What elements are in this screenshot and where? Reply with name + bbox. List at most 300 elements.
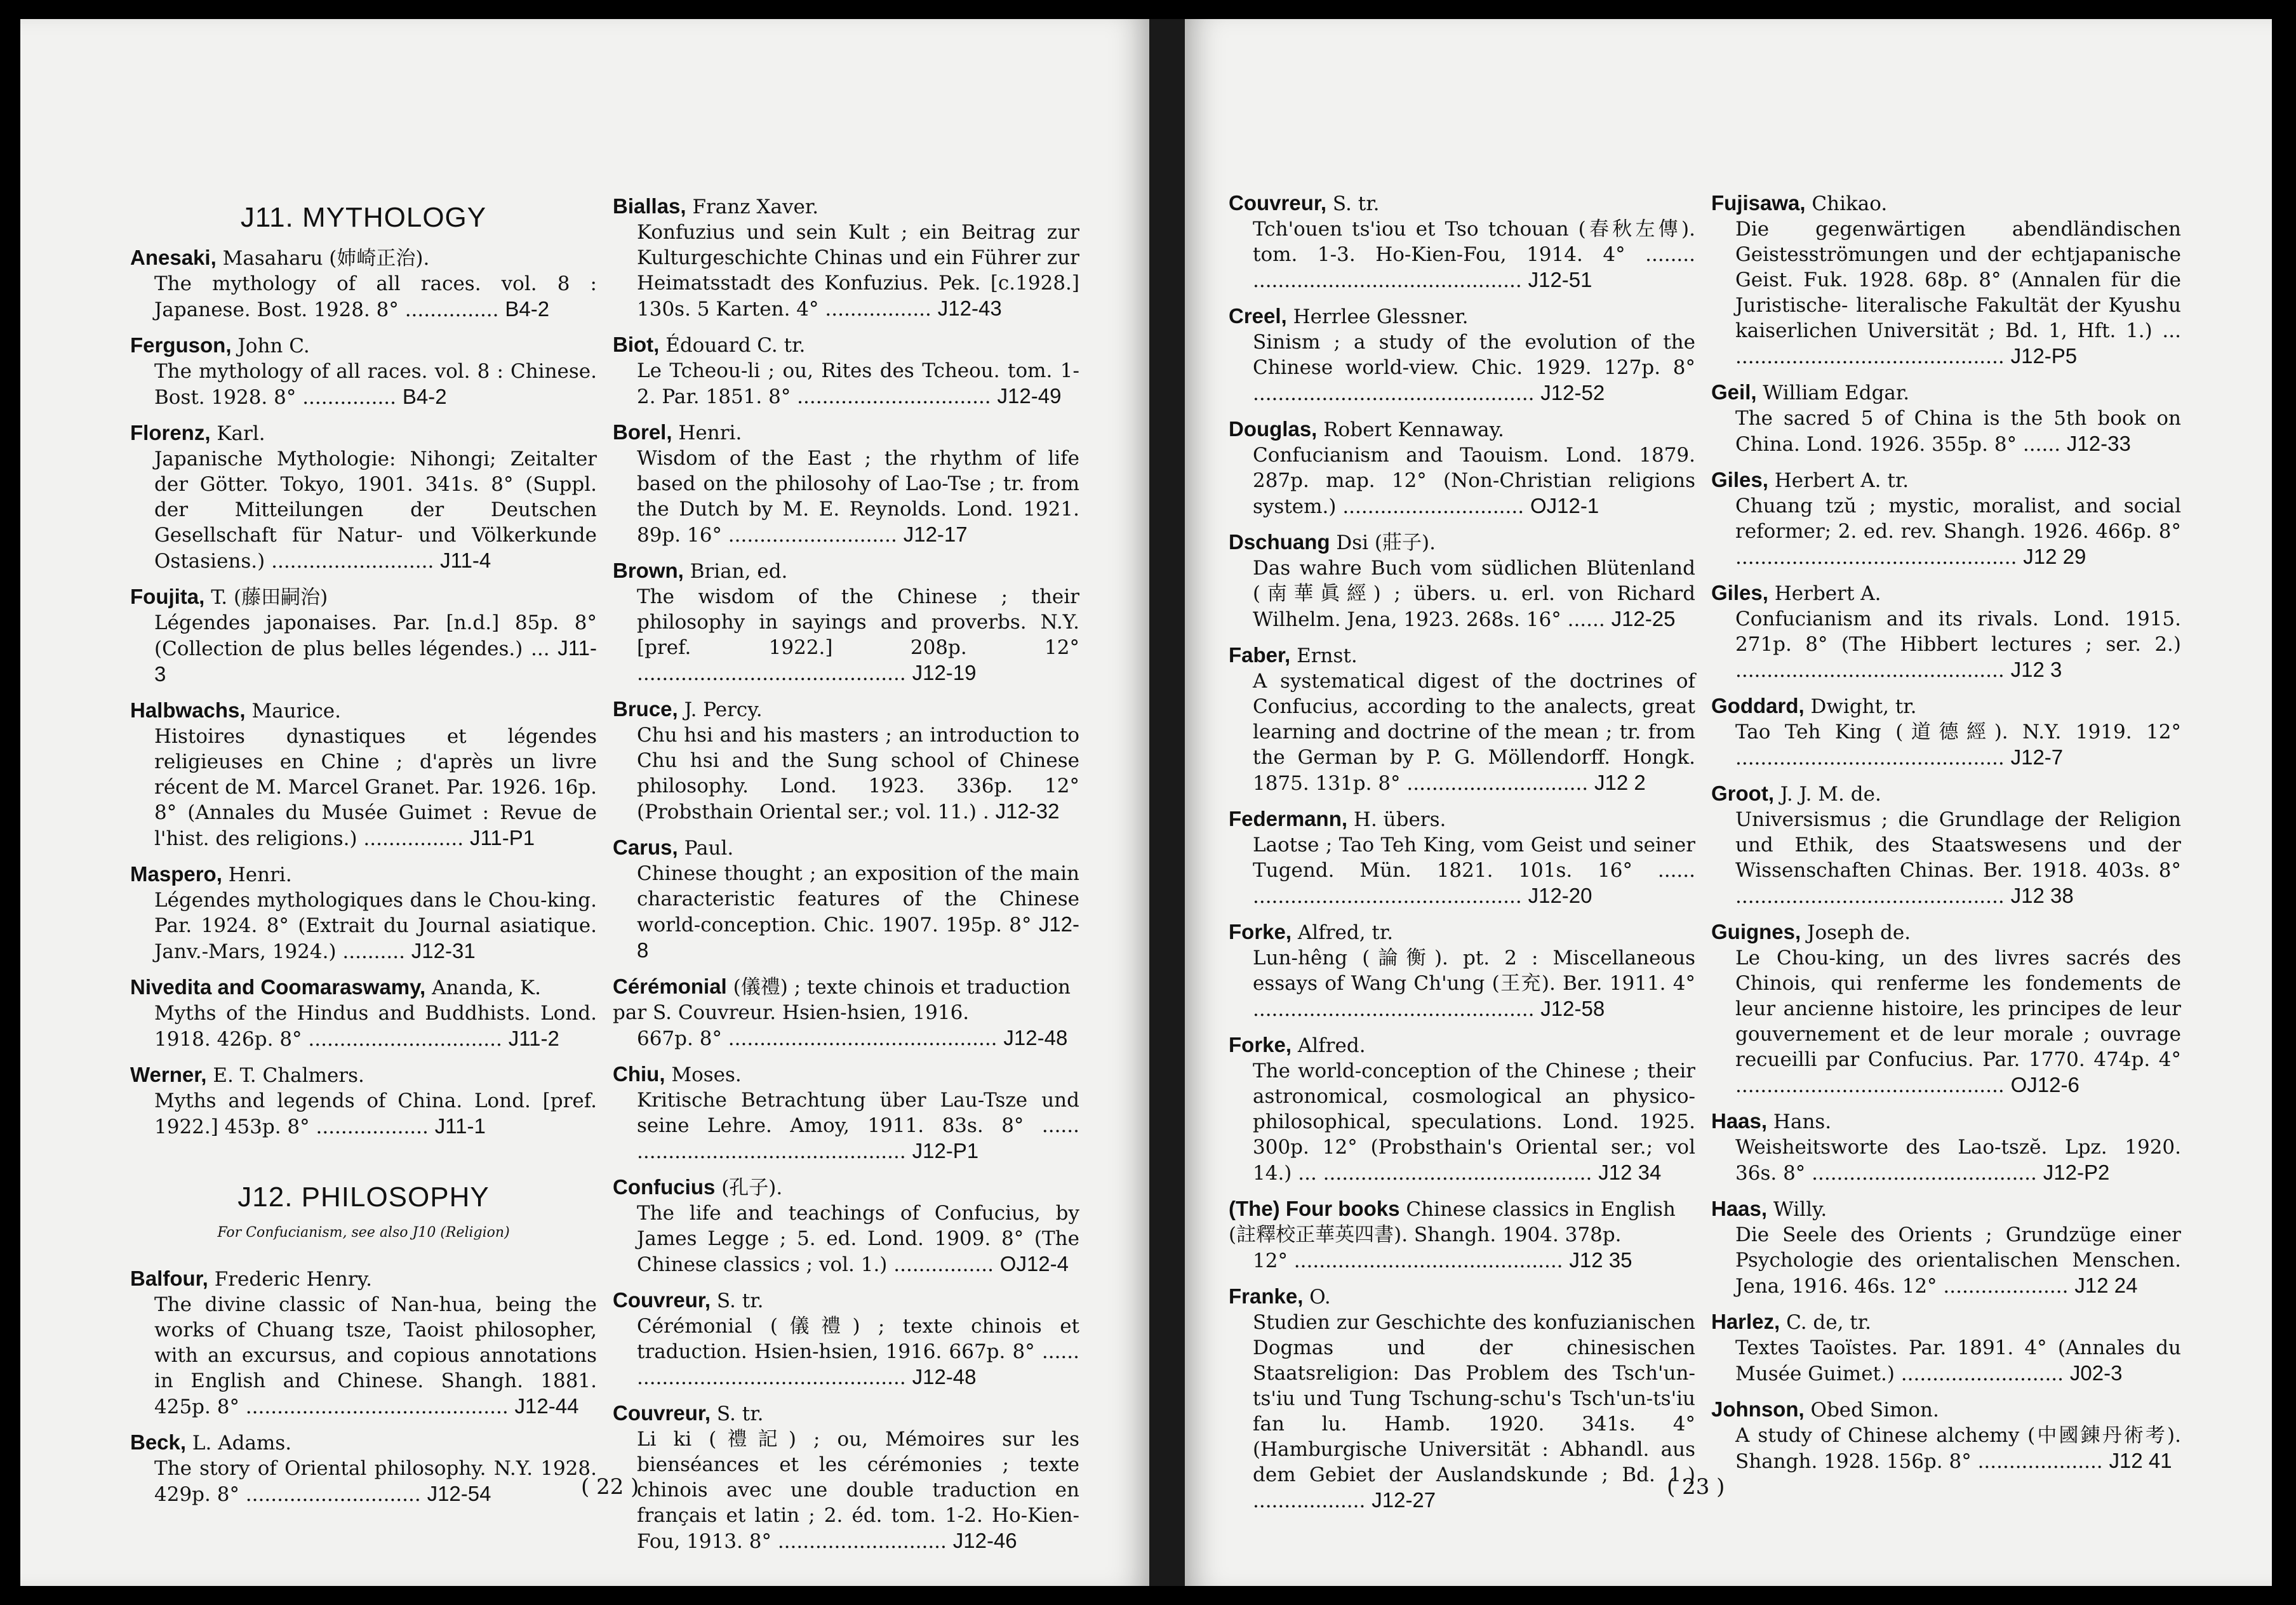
entry-author-given: Chikao. [1812, 192, 1888, 215]
entry-author: Couvreur, [613, 1401, 711, 1425]
entry-description [1229, 330, 1695, 406]
entry-author-given: Dwight, tr. [1810, 695, 1917, 718]
entry-text: Die Seele des Orients ; Grundzüge einer Psychologie des orientalischen Menschen. Jena, 1916. 46s. 12° .................... [1735, 1223, 2181, 1298]
entry-author: Anesaki, [130, 246, 217, 269]
catalog-entry [1229, 1196, 1695, 1274]
entry-description [130, 446, 597, 574]
entry-author: Maspero, [130, 862, 222, 886]
entry-heading [613, 332, 1079, 358]
entry-heading [1711, 781, 2181, 807]
entry-heading [1229, 1196, 1695, 1248]
entry-heading [613, 194, 1079, 220]
entry-description [1229, 832, 1695, 909]
entry-author-given: Hans. [1773, 1110, 1832, 1133]
catalog-entry [613, 835, 1079, 964]
entry-text: Le Tcheou-li ; ou, Rites des Tcheou. tom. 1-2. Par. 1851. 8° ............................... [637, 359, 1079, 408]
call-number: J12 38 [2010, 884, 2074, 907]
entry-author: Forke, [1229, 1033, 1292, 1056]
entry-text: Wisdom of the East ; the rhythm of life based on the philosohy of Lao-Tse ; tr. from the Dutch by M. E. Reynolds. Lond. 1921. 89p. 16° ........................... [637, 447, 1079, 547]
entry-author: Foujita, [130, 585, 205, 608]
catalog-entry [1711, 190, 2181, 370]
entry-text: Confucianism and Taouism. Lond. 1879. 287p. map. 12° (Non-Christian religions system.) ............................. [1253, 444, 1695, 518]
entry-author-given: L. Adams. [192, 1432, 292, 1455]
entry-text: Histoires dynastiques et légendes religieuses en Chine ; d'après un livre récent de M. Marcel Granet. Par. 1926. 16p. 8° (Annales du Musée Guimet : Revue de l'hist. des religions.) ................ [154, 725, 597, 850]
entry-heading [130, 333, 597, 359]
entry-heading [130, 1430, 597, 1456]
entry-author: Bruce, [613, 697, 678, 721]
entry-author: Dschuang [1229, 530, 1330, 554]
call-number: J12 2 [1594, 771, 1646, 794]
call-number: J12-31 [411, 939, 476, 962]
entry-text: Tao Teh King (道德經). N.Y. 1919. 12° ........................................... [1735, 721, 2181, 769]
entry-text: The sacred 5 of China is the 5th book on China. Lond. 1926. 355p. 8° ...... [1735, 407, 2181, 456]
call-number: J12 41 [2109, 1449, 2172, 1472]
entry-author: Giles, [1711, 581, 1768, 604]
catalog-entry [130, 245, 597, 323]
catalog-entry [1711, 1397, 2181, 1474]
catalog-entry [613, 1175, 1079, 1277]
entry-author-given: Obed Simon. [1810, 1399, 1939, 1422]
entry-author-given: Karl. [217, 422, 265, 445]
catalog-entry [1229, 919, 1695, 1022]
catalog-entry [1229, 190, 1695, 293]
catalog-entry [130, 1430, 597, 1507]
catalog-entry [1711, 919, 2181, 1098]
entry-description [1229, 1058, 1695, 1186]
entry-heading [1229, 303, 1695, 330]
call-number: J12 35 [1569, 1248, 1632, 1272]
entry-author-given: Alfred. [1297, 1034, 1366, 1057]
entry-heading [1229, 1284, 1695, 1310]
entry-description [130, 610, 597, 688]
entry-description [130, 271, 597, 323]
right-column-2 [1711, 190, 2181, 1484]
entry-author-given: Moses. [671, 1063, 742, 1086]
entry-text: Le Chou-king, un des livres sacrés des Chinois, qui renferme les fondements de leur ancienne histoire, les principes de leur gouvernement et de leur morale ; ouvrage recueilli par Confucius. Par. 1770. 474p. 4° ........................................... [1735, 947, 2181, 1097]
entry-description [1711, 945, 2181, 1098]
entry-text: Weisheitsworte des Lao-tszĕ. Lpz. 1920. 36s. 8° .................................... [1735, 1136, 2181, 1185]
scan-border [2272, 19, 2296, 1586]
entry-author-given: Chinese classics in English (註釋校正華英四書). Shangh. 1904. 378p. [1229, 1198, 1676, 1246]
entry-description [1229, 216, 1695, 293]
call-number: J12-54 [427, 1482, 491, 1505]
call-number: B4-2 [505, 297, 550, 321]
entry-description [1711, 606, 2181, 683]
entry-description [130, 888, 597, 964]
entry-author: Franke, [1229, 1284, 1304, 1308]
entry-text: Chuang tzŭ ; mystic, moralist, and social reformer; 2. ed. rev. Shangh. 1926. 466p. 8° ............................................. [1735, 495, 2181, 569]
entry-description [1229, 1310, 1695, 1514]
entry-author-given: E. T. Chalmers. [213, 1064, 364, 1087]
entry-text: 667p. 8° ........................................... [637, 1027, 998, 1050]
entry-heading [130, 698, 597, 724]
entry-author-given: Maurice. [251, 700, 341, 723]
entry-author: Cérémonial [613, 975, 727, 998]
catalog-entry [1711, 467, 2181, 570]
entry-description [613, 358, 1079, 410]
entry-text: Sinism ; a study of the evolution of the Chinese world-view. Chic. 1929. 127p. 8° ............................................. [1253, 331, 1695, 405]
entry-author-given: S. tr. [716, 1402, 764, 1425]
entry-author-given: Henri. [678, 422, 742, 444]
entry-text: Konfuzius und sein Kult ; ein Beitrag zur Kulturgeschichte Chinas und ein Führer zur Heimatsstadt des Konfuzius. Pek. [c.1928.] 130s. 5 Karten. 4° ................. [637, 221, 1079, 321]
catalog-entry [613, 558, 1079, 686]
call-number: J12 34 [1598, 1161, 1662, 1184]
entry-author-given: J. J. M. de. [1780, 783, 1881, 806]
entry-description [613, 1025, 1079, 1051]
entry-text: The divine classic of Nan-hua, being the works of Chuang tsze, Taoist philosopher, with an excursus, and copious annotations in English and Chinese. Shangh. 1881. 425p. 8° .......................................... [154, 1293, 597, 1418]
entry-author-given: C. de, tr. [1786, 1311, 1872, 1334]
entry-heading [1229, 919, 1695, 945]
entry-heading [130, 862, 597, 888]
catalog-entry [1711, 380, 2181, 457]
catalog-entry [613, 1062, 1079, 1164]
entry-text: Li ki (禮記) ; ou, Mémoires sur les bienséances et les cérémonies ; texte chinois avec une double traduction en français et latin ; 2. éd. tom. 1-2. Ho-Kien-Fou, 1913. 8° ........................... [637, 1428, 1079, 1553]
call-number: B4-2 [402, 385, 447, 408]
entry-author-given: J. Percy. [684, 698, 763, 721]
call-number: OJ12-6 [2010, 1073, 2079, 1096]
entry-author-given: Henri. [228, 863, 292, 886]
catalog-entry [613, 194, 1079, 322]
entry-author-given: John C. [237, 335, 310, 357]
entry-text: 12° ........................................... [1253, 1249, 1563, 1272]
entry-author: Couvreur, [613, 1288, 711, 1312]
catalog-entry [1229, 643, 1695, 796]
entry-text: The mythology of all races. vol. 8 : Japanese. Bost. 1928. 8° ............... [154, 272, 597, 321]
entry-text: The mythology of all races. vol. 8 : Chinese. Bost. 1928. 8° ............... [154, 360, 597, 409]
catalog-entry [130, 333, 597, 410]
entry-author: Halbwachs, [130, 698, 246, 722]
call-number: J12-20 [1528, 884, 1592, 907]
entry-author: Nivedita and Coomaraswamy, [130, 975, 426, 999]
entry-description [1229, 556, 1695, 632]
entry-author: Carus, [613, 836, 678, 859]
entry-heading [1229, 529, 1695, 556]
catalog-entry [130, 975, 597, 1052]
entry-author: Biallas, [613, 194, 686, 218]
section-title-mythology: J11. MYTHOLOGY [240, 202, 487, 233]
entry-author: Groot, [1711, 782, 1774, 805]
entry-author: Faber, [1229, 643, 1291, 667]
entry-author-given: Robert Kennaway. [1323, 418, 1504, 441]
section-title-philosophy: J12. PHILOSOPHY [237, 1182, 490, 1213]
call-number: J12-7 [2010, 745, 2064, 769]
entry-description [613, 1314, 1079, 1390]
entry-heading [1711, 1196, 2181, 1222]
call-number: J12 3 [2010, 658, 2062, 681]
catalog-entry [130, 1266, 597, 1420]
right-col2-entries [1711, 190, 2181, 1474]
entry-heading [1711, 693, 2181, 719]
entry-author: Guignes, [1711, 920, 1801, 943]
catalog-entry [613, 332, 1079, 410]
catalog-entry [1229, 303, 1695, 406]
entry-author: Balfour, [130, 1267, 208, 1290]
call-number: J12-46 [952, 1529, 1017, 1552]
entry-text: The world-conception of the Chinese ; their astronomical, cosmological an physico-philosophical, speculations. Lond. 1925. 300p. 12° (Probsthain's Oriental ser.; vol 14.) ... ........................................... [1253, 1060, 1695, 1185]
entry-description [613, 723, 1079, 825]
entry-description [1711, 1222, 2181, 1299]
entry-description [130, 1088, 597, 1140]
entry-author: Forke, [1229, 920, 1292, 943]
entry-text: Kritische Betrachtung über Lau-Tsze und seine Lehre. Amoy, 1911. 83s. 8° ...... ........................................... [637, 1089, 1079, 1163]
catalog-entry [613, 420, 1079, 548]
call-number: J12-P5 [2010, 344, 2078, 368]
entry-heading [130, 245, 597, 271]
entry-text: Die gegenwärtigen abendländischen Geistesströmungen und der echtjapanische Geist. Fuk. 1928. 68p. 8° (Annalen für die Juristische- literalische Fakultät der Kyushu kaiserlichen Universität ; Bd. 1, Hft. 1.) ... ........................................... [1735, 218, 2181, 368]
entry-heading [1711, 380, 2181, 406]
entry-description [1229, 443, 1695, 519]
call-number: J12-25 [1611, 607, 1676, 630]
entry-heading [130, 975, 597, 1001]
entry-heading [1711, 1309, 2181, 1335]
catalog-entry [130, 862, 597, 964]
entry-author-given: Ernst. [1297, 644, 1358, 667]
entry-text: Confucianism and its rivals. Lond. 1915. 271p. 8° (The Hibbert lectures ; ser. 2.) ........................................... [1735, 608, 2181, 682]
call-number: J12-51 [1528, 268, 1592, 291]
entry-author: Confucius [613, 1175, 716, 1199]
entry-heading [130, 584, 597, 610]
entry-description [1711, 1335, 2181, 1387]
entry-author: Federmann, [1229, 807, 1348, 830]
entry-author-given: Herbert A. [1774, 582, 1881, 605]
catalog-entry [130, 420, 597, 574]
entry-description [130, 359, 597, 410]
entry-author-given: Brian, ed. [690, 560, 788, 583]
entry-description [1711, 1135, 2181, 1186]
catalog-entry [1229, 1032, 1695, 1186]
entry-author-given: O. [1309, 1286, 1331, 1309]
entry-text: Chinese thought ; an exposition of the main characteristic features of the Chinese world-conception. Chic. 1907. 195p. 8° [637, 862, 1079, 936]
catalog-entry [1711, 781, 2181, 909]
entry-heading [1229, 643, 1695, 669]
entry-text: Légendes mythologiques dans le Chou-king. Par. 1924. 8° (Extrait du Journal asiatique. Janv.-Mars, 1924.) .......... [154, 889, 597, 963]
call-number: J12-48 [912, 1365, 977, 1389]
entry-author: Fujisawa, [1711, 191, 1806, 215]
page-number-left: ( 22 ) [581, 1474, 639, 1500]
entry-heading [1711, 919, 2181, 945]
entry-description [613, 220, 1079, 322]
entry-heading [1711, 1109, 2181, 1135]
catalog-entry [1229, 529, 1695, 632]
call-number: J12-19 [912, 661, 977, 684]
entry-heading [1711, 190, 2181, 216]
call-number: J12 24 [2074, 1274, 2138, 1297]
catalog-entry [1229, 416, 1695, 519]
entry-text: Das wahre Buch vom südlichen Blütenland (南華眞經) ; übers. u. erl. von Richard Wilhelm. Jena, 1923. 268s. 16° ...... [1253, 557, 1695, 631]
left-column-2 [613, 194, 1079, 1564]
call-number: J12-32 [995, 799, 1060, 823]
entry-heading [130, 1062, 597, 1088]
entry-description [1229, 1248, 1695, 1274]
entry-author: Haas, [1711, 1109, 1768, 1133]
entry-text: Myths of the Hindus and Buddhists. Lond. 1918. 426p. 8° ............................... [154, 1002, 597, 1051]
entry-author-given: Herrlee Glessner. [1293, 305, 1469, 328]
entry-description [1229, 945, 1695, 1022]
entry-author-given: S. tr. [716, 1289, 764, 1312]
book-gutter [1149, 19, 1185, 1586]
right-column-1 [1229, 190, 1695, 1524]
entry-author-given: T. (藤田嗣治) [211, 586, 328, 609]
entry-description [130, 724, 597, 851]
catalog-entry [613, 696, 1079, 825]
entry-description [613, 446, 1079, 548]
call-number: J12-52 [1540, 381, 1605, 404]
entry-author: Geil, [1711, 380, 1757, 404]
catalog-entry [130, 584, 597, 688]
entry-description [130, 1001, 597, 1052]
catalog-entry [613, 974, 1079, 1051]
entry-text: The wisdom of the Chinese ; their philosophy in sayings and proverbs. N.Y. [pref. 1922.] 208p. 12° ........................................... [637, 585, 1079, 685]
call-number: J12-8 [637, 912, 1080, 962]
entry-text: Légendes japonaises. Par. [n.d.] 85p. 8° (Collection de plus belles légendes.) ... [154, 611, 597, 660]
entry-author: (The) Four books [1229, 1197, 1400, 1220]
entry-heading [613, 1401, 1079, 1427]
entry-author: Beck, [130, 1430, 187, 1454]
entry-author: Chiu, [613, 1062, 665, 1086]
entry-author: Harlez, [1711, 1310, 1780, 1333]
entry-author-given: S. tr. [1332, 192, 1380, 215]
entry-heading [613, 974, 1079, 1025]
catalog-entry [1711, 580, 2181, 683]
entry-author: Florenz, [130, 421, 211, 444]
entry-author: Ferguson, [130, 333, 232, 357]
page-number-right: ( 23 ) [1667, 1474, 1725, 1500]
entry-heading [1229, 806, 1695, 832]
entry-description [613, 1201, 1079, 1277]
entry-description [613, 1088, 1079, 1164]
entry-author: Creel, [1229, 304, 1287, 328]
catalog-entry [130, 1062, 597, 1140]
entry-author-given: Alfred, tr. [1297, 921, 1394, 944]
entry-author-given: (孔子). [721, 1176, 783, 1199]
entry-heading [613, 835, 1079, 861]
call-number: J12-44 [514, 1394, 579, 1418]
right-col1-entries [1229, 190, 1695, 1514]
philosophy-entries [130, 1266, 597, 1507]
catalog-entry [1711, 1109, 2181, 1186]
entry-text: Myths and legends of China. Lond. [pref. 1922.] 453p. 8° .................. [154, 1089, 597, 1138]
entry-text: Lun-hêng (論衡). pt. 2 : Miscellaneous essays of Wang Ch'ung (王充). Ber. 1911. 4° ............................................. [1253, 947, 1695, 1021]
call-number: OJ12-4 [999, 1252, 1069, 1275]
entry-text: Studien zur Geschichte des konfuzianischen Dogmas und der chinesischen Staatsreligion: Das Problem des Tsch'un-ts'iu und Tung Tschung-schu's Tsch'un-ts'iu fan lu. Hamb. 1920. 341s. 4° (Hamburgische Universität : Abhandl. aus dem Gebiet der Auslandskunde ; Bd. 1.) .................. [1253, 1311, 1695, 1512]
entry-heading [1229, 1032, 1695, 1058]
entry-author: Johnson, [1711, 1397, 1805, 1421]
entry-text: Universismus ; die Grundlage der Religion und Ethik, des Staatswesens und der Wissenschaften Chinas. Ber. 1918. 403s. 8° ........................................... [1735, 808, 2181, 908]
call-number: J12-49 [997, 384, 1062, 408]
entry-description [1229, 669, 1695, 796]
entry-author-given: Franz Xaver. [692, 196, 819, 218]
mythology-entries [130, 245, 597, 1140]
entry-description [613, 861, 1079, 964]
entry-author-given: Herbert A. tr. [1774, 469, 1909, 492]
entry-description [613, 1427, 1079, 1554]
catalog-entry [613, 1288, 1079, 1390]
entry-description [1711, 807, 2181, 909]
entry-author: Brown, [613, 559, 684, 582]
entry-text: Textes Taoïstes. Par. 1891. 4° (Annales du Musée Guimet.) .......................... [1735, 1336, 2181, 1385]
entry-author: Borel, [613, 420, 672, 444]
call-number: J12-33 [2066, 432, 2131, 455]
entry-heading [1711, 467, 2181, 493]
entry-author-given: (儀禮) ; texte chinois et traduction par S. Couvreur. Hsien-hsien, 1916. [613, 976, 1071, 1024]
entry-author-given: H. übers. [1353, 808, 1446, 831]
catalog-entry [1711, 1309, 2181, 1387]
call-number: J11-4 [440, 549, 491, 572]
entry-text: Cérémonial (儀禮) ; texte chinois et traduction. Hsien-hsien, 1916. 667p. 8° ...... ........................................... [637, 1315, 1079, 1389]
entry-text: A study of Chinese alchemy (中國錬丹術考). Shangh. 1928. 156p. 8° .................... [1735, 1424, 2181, 1473]
entry-text: Laotse ; Tao Teh King, vom Geist und seiner Tugend. Mün. 1821. 101s. 16° ...... ........................................... [1253, 834, 1695, 908]
call-number: J11-1 [434, 1114, 486, 1138]
entry-heading [1229, 190, 1695, 216]
entry-description [1711, 216, 2181, 370]
entry-heading [130, 1266, 597, 1292]
entry-author-given: Frederic Henry. [214, 1268, 372, 1291]
entry-text: The life and teachings of Confucius, by James Legge ; 5. ed. Lond. 1909. 8° (The Chinese classics ; vol. 1.) ................ [637, 1202, 1079, 1276]
entry-heading [613, 558, 1079, 584]
left-col2-entries [613, 194, 1079, 1554]
entry-author: Biot, [613, 333, 660, 356]
call-number: J12-P2 [2043, 1161, 2110, 1184]
entry-text: Japanische Mythologie: Nihongi; Zeitalter der Götter. Tokyo, 1901. 341s. 8° (Suppl. der Mitteilungen der Deutschen Gesellschaft für Natur- und Völkerkunde Ostasiens.) .......................... [154, 448, 597, 573]
entry-author-given: William Edgar. [1763, 382, 1910, 404]
entry-text: Tch'ouen ts'iou et Tso tchouan (春秋左傳). tom. 1-3. Ho-Kien-Fou, 1914. 4° ........ ........................................... [1253, 218, 1695, 292]
call-number: J12-58 [1540, 997, 1605, 1020]
entry-author-given: Ananda, K. [432, 976, 541, 999]
entry-description [1711, 719, 2181, 771]
catalog-entry [1711, 1196, 2181, 1299]
entry-author-given: Willy. [1773, 1198, 1827, 1221]
entry-description [130, 1456, 597, 1507]
entry-author-given: Paul. [684, 837, 734, 860]
entry-author: Haas, [1711, 1197, 1768, 1220]
entry-heading [613, 1062, 1079, 1088]
entry-heading [613, 1175, 1079, 1201]
entry-description [130, 1292, 597, 1420]
call-number: J02-3 [2069, 1361, 2123, 1385]
entry-author: Goddard, [1711, 694, 1805, 717]
catalog-entry [1229, 1284, 1695, 1514]
catalog-entry [613, 1401, 1079, 1554]
call-number: J11-P1 [469, 826, 535, 849]
call-number: J12-27 [1372, 1488, 1436, 1512]
entry-heading [613, 1288, 1079, 1314]
catalog-entry [1711, 693, 2181, 771]
entry-author-given: Joseph de. [1807, 921, 1911, 944]
entry-author: Douglas, [1229, 417, 1318, 441]
entry-author-given: Édouard C. tr. [665, 334, 806, 357]
call-number: J12-17 [903, 523, 968, 546]
entry-heading [1711, 1397, 2181, 1423]
call-number: J12-48 [1003, 1026, 1068, 1049]
call-number: J11-2 [508, 1027, 559, 1050]
entry-text: The story of Oriental philosophy. N.Y. 1928. 429p. 8° ............................ [154, 1457, 597, 1506]
call-number: J12-P1 [912, 1139, 979, 1162]
call-number: OJ12-1 [1530, 494, 1599, 517]
entry-author-given: Masaharu (姉崎正治). [222, 247, 430, 270]
entry-description [1711, 493, 2181, 570]
entry-author: Giles, [1711, 468, 1768, 491]
entry-heading [130, 420, 597, 446]
call-number: J11-3 [154, 636, 597, 686]
section-note: For Confucianism, see also J10 (Religion) [217, 1225, 510, 1241]
entry-heading [1711, 580, 2181, 606]
call-number: J12-43 [937, 296, 1002, 320]
entry-heading [1229, 416, 1695, 443]
entry-author: Werner, [130, 1063, 207, 1086]
entry-text: A systematical digest of the doctrines of Confucius, according to the analects, great learning and doctrine of the mean ; tr. from the German by P. G. Möllendorff. Hongk. 1875. 131p. 8° ............................. [1253, 670, 1695, 795]
entry-heading [613, 696, 1079, 723]
entry-heading [613, 420, 1079, 446]
